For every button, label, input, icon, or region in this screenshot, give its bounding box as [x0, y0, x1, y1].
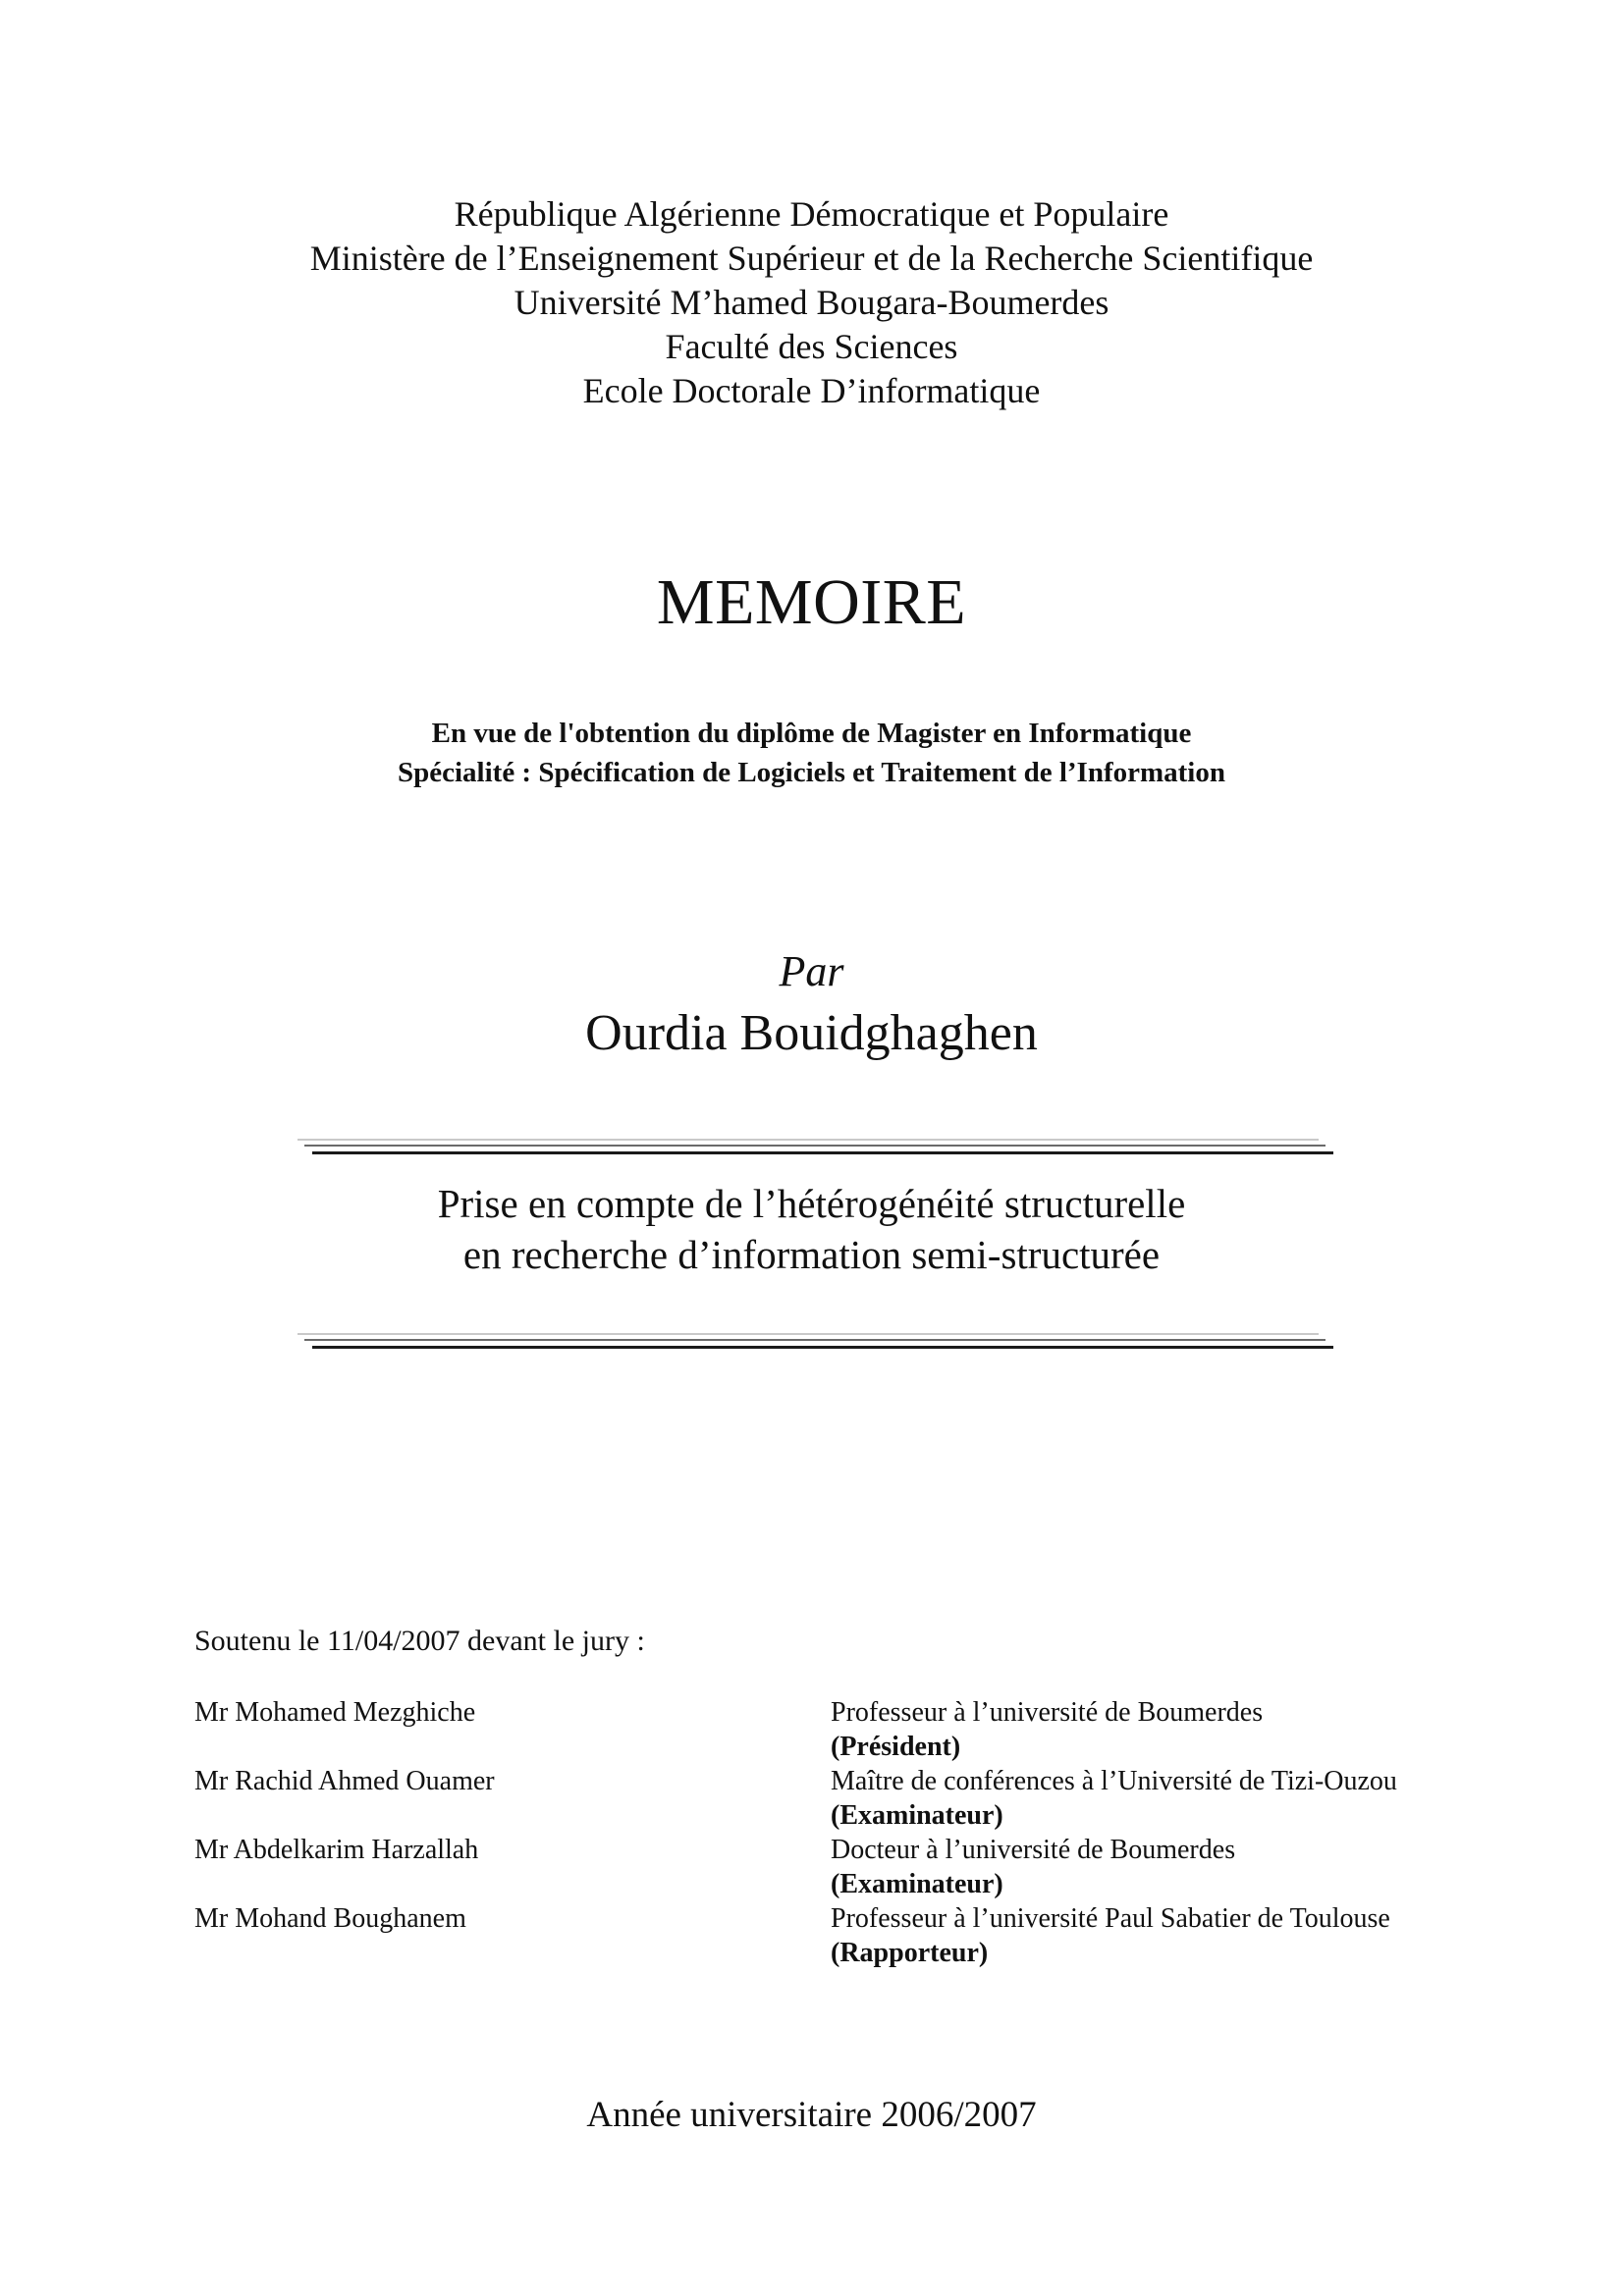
bottom-rule-thick: [312, 1346, 1333, 1349]
jury-member-name: Mr Mohamed Mezghiche: [194, 1697, 476, 1728]
jury-member-role: (Examinateur): [831, 1869, 1003, 1899]
header-line-faculty: Faculté des Sciences: [665, 327, 958, 366]
jury-member-name: Mr Rachid Ahmed Ouamer: [194, 1766, 495, 1796]
header-line-school: Ecole Doctorale D’informatique: [582, 371, 1041, 410]
header-line-republic: République Algérienne Démocratique et Populaire: [454, 194, 1169, 234]
jury-member-role: (Examinateur): [831, 1800, 1003, 1831]
diploma-subtitle: [0, 714, 1623, 792]
jury-member-name: Mr Mohand Boughanem: [194, 1903, 466, 1934]
by-label: Par: [779, 947, 844, 995]
jury-member-title: Maître de conférences à l’Université de Tizi-Ouzou: [831, 1766, 1397, 1796]
jury-member-role: (Président): [831, 1732, 961, 1762]
title-line-2: en recherche d’information semi-structurée: [462, 1232, 1161, 1277]
jury-member: [194, 1901, 1500, 1970]
top-rule-faint: [298, 1139, 1319, 1141]
jury-member-title: Professeur à l’université de Boumerdes: [831, 1697, 1264, 1728]
thesis-title: [0, 1178, 1623, 1280]
bottom-rule-faint: [298, 1333, 1319, 1335]
defense-date: Soutenu le 11/04/2007 devant le jury :: [194, 1625, 645, 1657]
jury-member-role: (Rapporteur): [831, 1938, 989, 1968]
bottom-rule-thin: [304, 1339, 1325, 1341]
title-line-1: Prise en compte de l’hétérogénéité structurelle: [437, 1181, 1186, 1226]
subtitle-line-diploma: En vue de l'obtention du diplôme de Magister en Informatique: [431, 718, 1192, 749]
header-line-university: Université M’hamed Bougara-Boumerdes: [514, 283, 1109, 322]
academic-year: Année universitaire 2006/2007: [586, 2095, 1037, 2135]
author-name: Ourdia Bouidghaghen: [585, 1005, 1038, 1061]
jury-member: [194, 1695, 1500, 1764]
jury-member-title: Docteur à l’université de Boumerdes: [831, 1835, 1236, 1865]
jury-member: [194, 1833, 1500, 1901]
jury-member-title: Professeur à l’université Paul Sabatier de Toulouse: [831, 1903, 1390, 1934]
jury-member-name: Mr Abdelkarim Harzallah: [194, 1835, 479, 1865]
subtitle-line-specialty: Spécialité : Spécification de Logiciels et Traitement de l’Information: [397, 757, 1225, 788]
top-rule-thin: [304, 1145, 1325, 1147]
header-line-ministry: Ministère de l’Enseignement Supérieur et de la Recherche Scientifique: [309, 239, 1314, 278]
jury-member: [194, 1764, 1500, 1833]
top-rule-thick: [312, 1151, 1333, 1154]
document-type: MEMOIRE: [656, 566, 967, 638]
jury-list: [194, 1695, 1500, 1970]
institution-header: [0, 192, 1623, 413]
